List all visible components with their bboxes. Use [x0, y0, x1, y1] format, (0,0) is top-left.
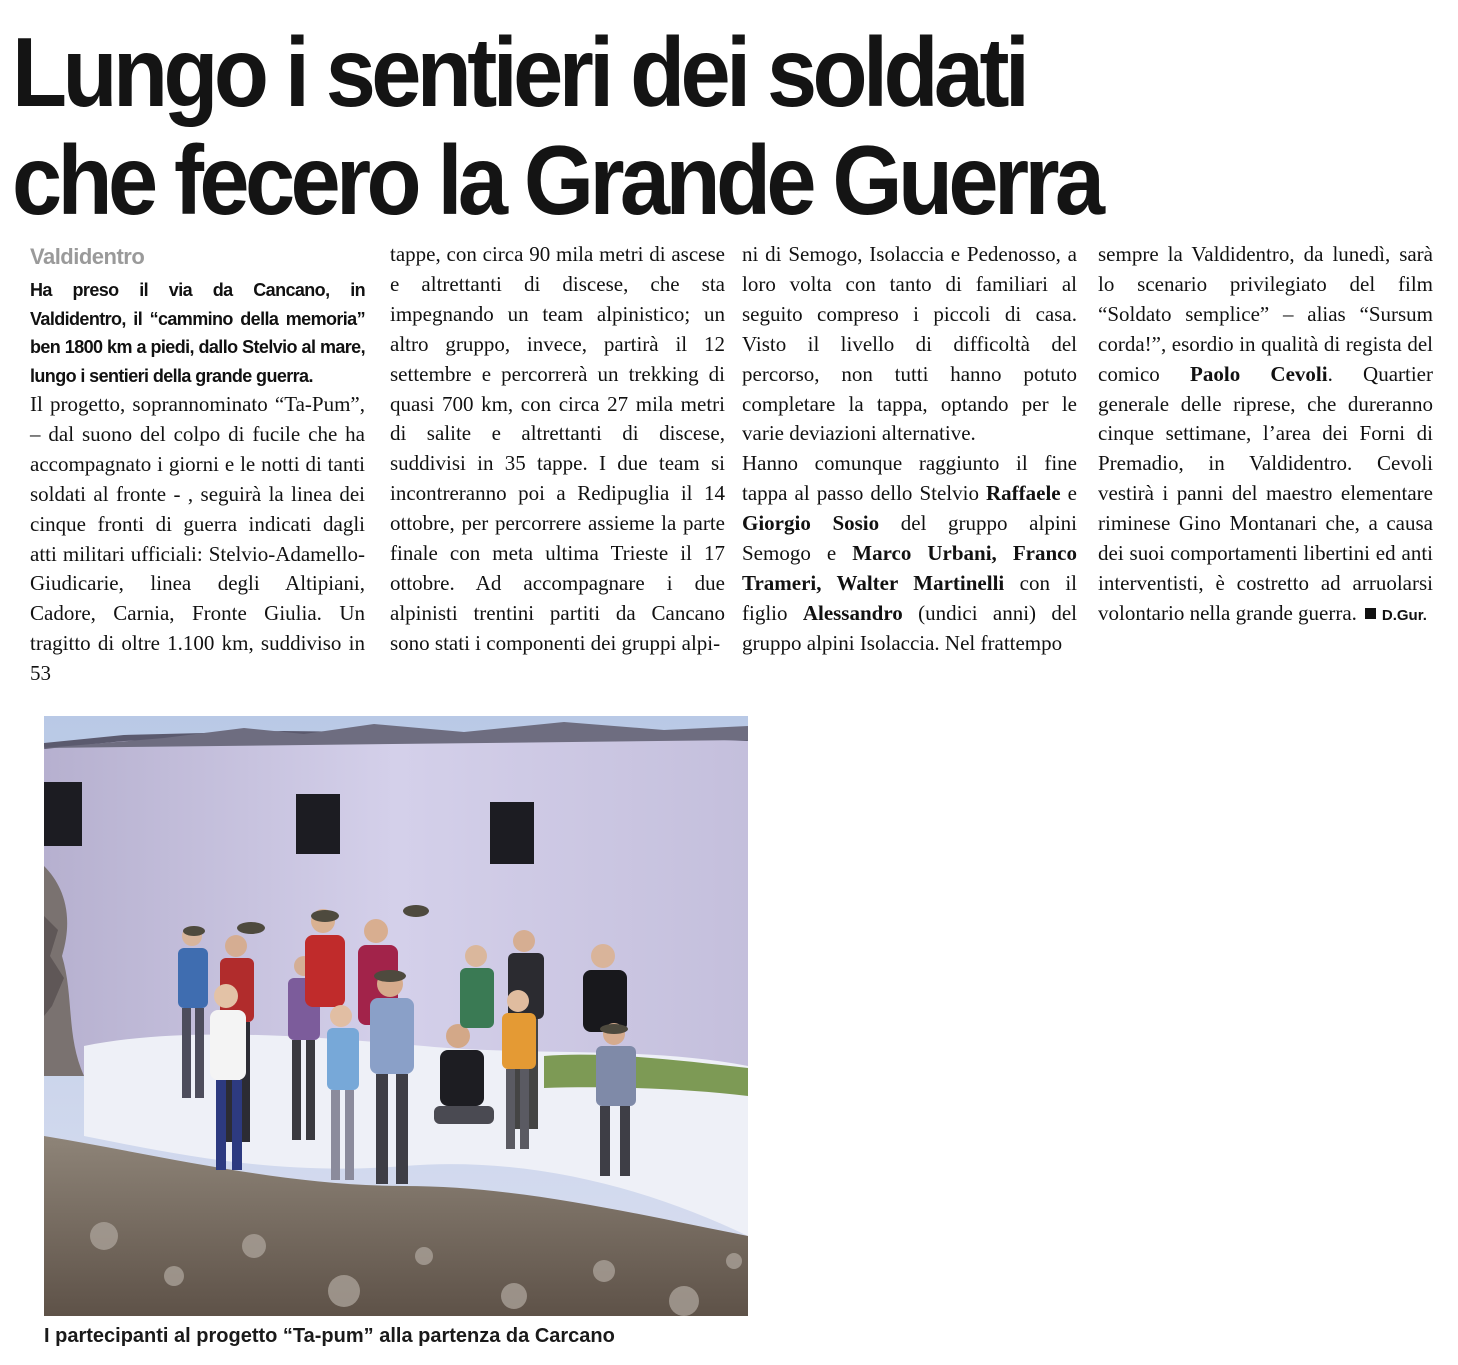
- article-column-4: [1098, 240, 1433, 631]
- section-tag: Valdidentro: [30, 244, 145, 269]
- person-name: Giorgio Sosio: [742, 511, 880, 536]
- person-name: Raffaele: [986, 481, 1061, 506]
- headline: [12, 17, 1101, 235]
- person-name: Paolo Cevoli: [1190, 361, 1328, 386]
- text-run: sempre la Valdidentro, da lunedì, sarà lo scenario privilegiato del film “Soldato semplice” – alias “Sursum corda!”, esordio in qualità di regista del comico: [1098, 242, 1433, 386]
- author-signature: D.Gur.: [1381, 606, 1427, 624]
- person-name: Marco Urbani, Franco Trameri, Walter Martinelli: [742, 541, 1077, 595]
- article-column-3: [742, 240, 1077, 659]
- text-run: e: [1060, 481, 1078, 506]
- article-lead: Ha preso il via da Cancano, in Valdidentro, il “cammino della memoria” ben 1800 km a piedi, dallo Stelvio al mare, lungo i sentieri della grande guerra.: [30, 280, 365, 386]
- headline-line-1: Lungo i sentieri dei soldati: [12, 17, 1026, 127]
- photo-caption: I partecipanti al progetto “Ta-pum” alla partenza da Carcano: [44, 1325, 615, 1347]
- article-column-1: [30, 240, 365, 689]
- text-run: con il figlio: [742, 570, 1077, 625]
- article-body-col3-p1: ni di Semogo, Isolaccia e Pedenosso, a loro volta con tanto di familiari al seguito compreso i piccoli di casa. Visto il livello di difficoltà del percorso, non tutti hanno potuto completare la tappa, optando per le varie deviazioni alternative.: [742, 242, 1077, 446]
- person-name: Alessandro: [802, 600, 903, 625]
- article-column-2: [390, 240, 725, 659]
- article-body-col2: tappe, con circa 90 mila metri di ascese e altrettanti di discese, che sta impegnando un team alpinistico; un altro gruppo, invece, partirà il 12 settembre e percorrerà un trekking di quasi 700 km, con circa 27 mila metri di salite e altrettanti di discese, suddivisi in 35 tappe. I due team si incontreranno poi a Redipuglia il 14 ottobre, per percorrere assieme la parte finale con meta ultima Trieste il 17 ottobre. Ad accompagnare i due alpinisti trentini partiti da Cancano sono stati i componenti dei gruppi alpi-: [390, 242, 725, 655]
- text-run: Hanno comunque raggiunto il fine tappa al passo dello Stelvio: [742, 451, 1077, 506]
- text-run: . Quartier generale delle riprese, che dureranno cinque settimane, l’area dei Forni di Premadio, in Valdidentro. Cevoli vestirà i panni del maestro elementare riminese Gino Montanari che, a causa dei suoi comportamenti libertini ed anti interventisti, è costretto ad arruolarsi volontario nella grande guerra.: [1098, 361, 1433, 625]
- group-photo-illustration: [44, 716, 748, 1316]
- text-run: del gruppo alpini Semogo e: [742, 511, 1077, 566]
- article-body-col3-p2: [742, 449, 1077, 658]
- text-run: (undici anni) del gruppo alpini Isolaccia. Nel frattempo: [742, 600, 1077, 655]
- article-body-col4: [1098, 240, 1433, 631]
- end-mark-icon: [1365, 608, 1376, 619]
- group-photo: [44, 716, 748, 1316]
- headline-line-2: che fecero la Grande Guerra: [12, 125, 1101, 235]
- article-body-col1: Il progetto, soprannominato “Ta-Pum”, – dal suono del colpo di fucile che ha accompagnato i giorni e le notti di tanti soldati al fronte - , seguirà la linea dei cinque fronti di guerra indicati dagli atti militari ufficiali: Stelvio-Adamello-Giudicarie, linea degli Altipiani, Cadore, Carnia, Fronte Giulia. Un tragitto di oltre 1.100 km, suddiviso in 53: [30, 392, 365, 686]
